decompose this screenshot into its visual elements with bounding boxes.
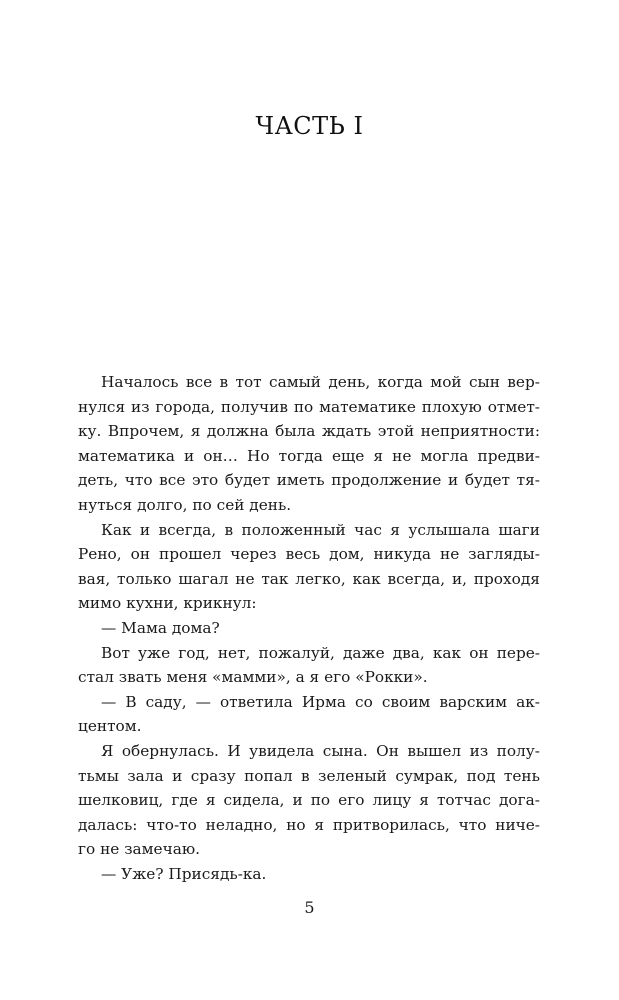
text-line: Началось все в тот самый день, когда мой сын вер- <box>101 373 540 391</box>
text-line: деть, что все это будет иметь продолжение и будет тя- <box>78 471 540 490</box>
text-line: стал звать меня «мамми», а я его «Рокки». <box>78 668 428 687</box>
text-line: — В саду, — ответила Ирма со своим варским ак- <box>101 692 540 711</box>
text-line: мимо кухни, крикнул: <box>78 594 257 613</box>
text-line: вая, только шагал не так легко, как всегда, и, проходя <box>78 569 540 588</box>
chapter-title: ЧАСТЬ I <box>255 112 364 140</box>
text-line: Вот уже год, нет, пожалуй, даже два, как он пере- <box>101 643 540 662</box>
text-line: Как и всегда, в положенный час я услышала шаги <box>101 520 540 539</box>
text-line: ку. Впрочем, я должна была ждать этой неприятности: <box>78 422 540 441</box>
text-line: шелковиц, где я сидела, и по его лицу я тотчас дога- <box>78 791 540 810</box>
text-line: Я обернулась. И увидела сына. Он вышел из полу- <box>101 741 540 760</box>
text-line: центом. <box>78 717 142 736</box>
page-number: 5 <box>304 898 315 917</box>
text-line: нуться долго, по сей день. <box>78 495 292 514</box>
text-line: далась: что-то неладно, но я притворилась, что ниче- <box>78 815 540 834</box>
text-line: — Мама дома? <box>101 618 220 637</box>
text-line: нулся из города, получив по математике плохую отмет- <box>78 397 540 416</box>
text-line: — Уже? Присядь-ка. <box>101 864 267 883</box>
text-line: Рено, он прошел через весь дом, никуда не загляды- <box>78 545 540 564</box>
text-line: го не замечаю. <box>78 840 201 859</box>
text-line: тьмы зала и сразу попал в зеленый сумрак, под тень <box>78 766 540 785</box>
text-line: математика и он… Но тогда еще я не могла предви- <box>78 446 540 465</box>
body-text <box>78 370 540 886</box>
